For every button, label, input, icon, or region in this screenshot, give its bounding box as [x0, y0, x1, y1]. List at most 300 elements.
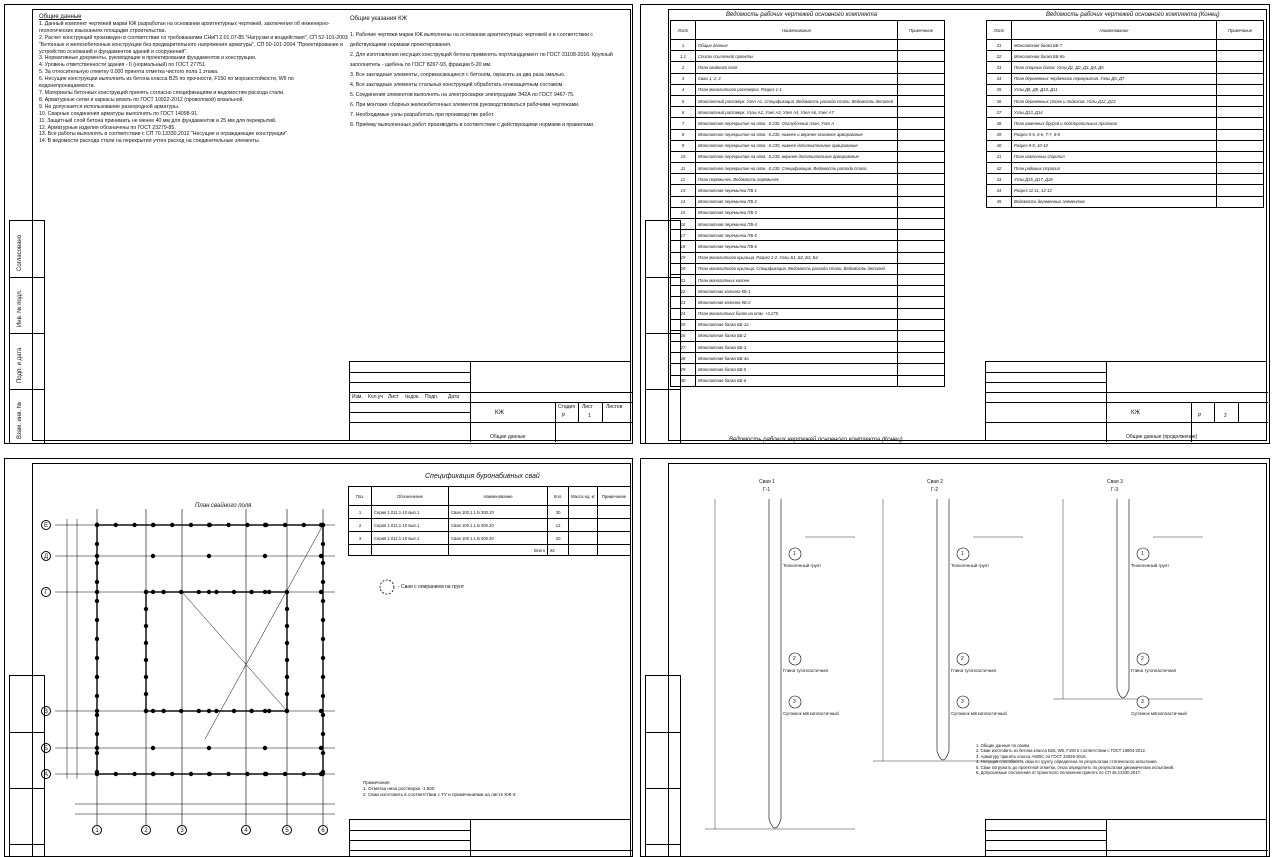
notes-title: Примечания: [363, 780, 390, 785]
register-row: [671, 129, 945, 140]
sheet-number: 1: [671, 40, 696, 51]
sheet-number: 39: [987, 129, 1012, 140]
sheet-name: План монолитных балок на отм. +3.275: [696, 308, 898, 319]
tb-stage: Р: [1198, 413, 1202, 419]
register-row: [671, 230, 945, 241]
sheet-name: Монолитная перемычка ПБ-4: [696, 219, 898, 230]
legend-text: - Свая с опиранием на грунт: [398, 584, 465, 590]
sheet-note: [898, 73, 945, 84]
sheet-number: 14: [671, 196, 696, 207]
sheet-note: [898, 375, 945, 386]
tb-col: Листов: [606, 404, 623, 410]
col-header: Примечание: [898, 21, 945, 40]
register-table: [670, 20, 945, 387]
tb-code: КЖ: [1131, 410, 1141, 416]
spec-cell: Свая 100.1.1 Б 300.20: [449, 506, 548, 519]
layer-number: 1: [961, 551, 964, 557]
sheet-number: 17: [671, 230, 696, 241]
axis-row-label: А: [41, 769, 51, 779]
register-row: [671, 40, 945, 51]
soil-layer-label: Техногенный грунт: [783, 563, 822, 568]
strip-label: Взам. инв. №: [17, 401, 23, 439]
sheet-note: [898, 140, 945, 151]
layer-number: 1: [1141, 551, 1144, 557]
sheet-name: План каменных брусей и подстропильных прогонов: [1012, 118, 1217, 129]
note-paragraph: 14. В ведомости расхода стали на перекрытия учтен расход на соединительные элементы.: [39, 138, 261, 145]
sheet-name: Монолитная перемычка ПБ-6: [696, 241, 898, 252]
spec-cell: [598, 506, 631, 519]
sheet-note: [898, 319, 945, 330]
sheet-number: 13: [671, 185, 696, 196]
sheet-name: Монолитная перемычка ПБ-5: [696, 230, 898, 241]
col-header: Наименование: [696, 21, 898, 40]
sheet-name: Список ссылочной проекты: [696, 51, 898, 62]
note-paragraph: 5. За относительную отметку 0.000 принята отметка чистого пола 1 этажа.: [39, 69, 219, 76]
tb-col: Дата: [448, 394, 460, 400]
layer-number: 3: [961, 699, 964, 705]
tb-code: КЖ: [495, 410, 505, 416]
sheet-note: [898, 219, 945, 230]
spec-body: [349, 506, 631, 545]
tb-stage: Р: [562, 413, 566, 419]
register-row: [671, 252, 945, 263]
register-row: [671, 219, 945, 230]
sheet-number: 16: [671, 219, 696, 230]
sheet-number: 44: [987, 185, 1012, 196]
note-line: 5. Сваи погружать до проектной отметки, отказ определить по результатам динамических испытаний.: [976, 764, 1175, 770]
sheet-name: Монолитная перемычка ПБ-1: [696, 185, 898, 196]
sheet-note: [1217, 196, 1264, 207]
spec-cell: Серия 1.011.1-10 вып.1: [372, 532, 449, 545]
sheet-note: [898, 364, 945, 375]
sheet-name: Монолитная перемычка ПБ-3: [696, 207, 898, 218]
col-header: Наименование: [1012, 21, 1217, 40]
sheet-name: Монолитная балка ББ-4а: [696, 353, 898, 364]
col-header: Примечание: [598, 487, 631, 506]
register-row: [671, 84, 945, 95]
register-title: Ведомость рабочих чертежей основного комплекта: [726, 12, 878, 18]
sheet-name: Монолитная балка ББ-8а: [1012, 51, 1217, 62]
note-paragraph: 5. Соединения элементов выполнять на электросварке электродами Э42А по ГОСТ 9467-75.: [350, 92, 575, 98]
sheet-number: 33: [987, 62, 1012, 73]
register-row: [987, 84, 1264, 95]
pile-sections-drawing: [641, 459, 1270, 857]
register-row: [671, 353, 945, 364]
tb-col: №док.: [405, 394, 420, 400]
tb-name: Общие данные (продолжение): [1126, 434, 1198, 440]
general-notes-col2: [350, 14, 620, 130]
sheet-name: План деревянных чердачного перекрытия. Узлы Д6, Д7: [1012, 73, 1217, 84]
sheet-number: 5: [671, 95, 696, 106]
title-block: [349, 361, 631, 441]
sheet-name: План монолитного ростверка. Разрез 1-1: [696, 84, 898, 95]
register-row: [671, 196, 945, 207]
approval-strip: [645, 220, 681, 444]
spec-cell: 3: [349, 532, 372, 545]
pile-notes: [976, 743, 1246, 775]
sheet-note: [898, 297, 945, 308]
sheet-note: [898, 84, 945, 95]
approval-strip: [9, 220, 45, 444]
sheet-name: Монолитная балка ББ-2: [696, 330, 898, 341]
sheet-number: 10: [671, 151, 696, 162]
sheet-name: Разрез 11-11, 12-12: [1012, 185, 1217, 196]
register-row: [671, 73, 945, 84]
pile-plan-drawing: [5, 459, 345, 857]
sheet-note: [898, 230, 945, 241]
sheet-note: [898, 353, 945, 364]
sheet-note: [1217, 40, 1264, 51]
col-header: Примечание: [1217, 21, 1264, 40]
sheet-note: [898, 151, 945, 162]
sheet-note: [1217, 118, 1264, 129]
register-row: [987, 151, 1264, 162]
tb-col: Стадия: [558, 404, 576, 410]
tb-col: Лист: [582, 404, 593, 410]
sheet-number: 15: [671, 207, 696, 218]
sheet-name: Узлы Д13, Д14: [1012, 107, 1217, 118]
register-row: [671, 342, 945, 353]
spec-row: [349, 532, 631, 545]
col-header: Обозначение: [372, 487, 449, 506]
sheet-name: План монолитного крыльца. Спецификация, Ведомость расхода стали, Ведомость деталей: [696, 263, 898, 274]
note-paragraph: 3. Нормативные документы, руководящие в проектировании фундаментов и конструкции.: [39, 55, 257, 62]
notes-col2-heading: Общие указания КЖ: [350, 16, 408, 22]
strip-label: Согласовано: [17, 234, 23, 271]
tb-sheet-no: 2: [1224, 413, 1227, 419]
register-row: [987, 140, 1264, 151]
sheet-name: Монолитная балка ББ-7: [1012, 40, 1217, 51]
sheet-number: 2: [671, 62, 696, 73]
strip-label: Инв. № подл.: [17, 289, 23, 327]
axis-row-label: В: [41, 706, 51, 716]
sheet-name: Монолитная балка ББ-1а: [696, 319, 898, 330]
sheet-number: 6: [671, 107, 696, 118]
title-block: [985, 819, 1267, 857]
sheet-name: План деревянных стоек и подкосов. Узлы Д12, Д13: [1012, 95, 1217, 106]
title-block: [985, 361, 1267, 441]
tb-col: Изм.: [352, 394, 363, 400]
sheet-note: [898, 118, 945, 129]
register-row: [987, 107, 1264, 118]
soil-layer-label: Суглинок мягкопластичный: [783, 711, 839, 716]
spec-row: [349, 519, 631, 532]
note-paragraph: 4. Уровень ответственности здания - II (нормальный) по ГОСТ 27751.: [39, 62, 207, 69]
sheet-note: [898, 163, 945, 174]
sheet-note: [1217, 107, 1264, 118]
soil-layer-label: Суглинок мягкопластичный: [1131, 711, 1187, 716]
sheet-name: Монолитное перекрытие на отм. -0.230, нижнее и верхнее основное армирование: [696, 129, 898, 140]
spec-cell: [569, 519, 598, 532]
sheet-name: План монолитных колонн: [696, 274, 898, 285]
sheet-note: [898, 241, 945, 252]
sheet-note: [898, 274, 945, 285]
sheet-note: [898, 95, 945, 106]
sheet-note: [898, 342, 945, 353]
sheet-note: [1217, 73, 1264, 84]
spec-cell: [598, 532, 631, 545]
note-paragraph: 3. Все закладные элементы, соприкасающиеся с бетоном, окрасить за два раза эмалью.: [350, 72, 566, 78]
spec-row: [349, 506, 631, 519]
note-paragraph: 1. Данный комплект чертежей марки КЖ разработан на основании архитектурных чертежей, заключения об инженерно-геологических изысканиях площадки строительства.: [39, 20, 330, 34]
sheet-name: Монолитное перекрытие на отм. -0.230. Опалубочный план, Узел А: [696, 118, 898, 129]
register-caption: Ведомость рабочих чертежей основного комплекта (Конец): [729, 437, 903, 443]
sheet-note: [898, 174, 945, 185]
sheet-note: [898, 263, 945, 274]
axis-col-label: 4: [241, 825, 251, 835]
sheet-number: 32: [987, 51, 1012, 62]
sheet-name: Монолитная балка ББ-3: [696, 342, 898, 353]
sheet-number: 26: [671, 330, 696, 341]
tb-name: Общие данные: [490, 434, 526, 440]
note-paragraph: 8. Арматурные сетки и каркасы вязать по ГОСТ 10922-2012 (проволокой) вязальной.: [39, 96, 244, 103]
strip-label: Подп. и дата: [17, 347, 23, 383]
sheet-note: [898, 40, 945, 51]
sheet-note: [1217, 185, 1264, 196]
sheet-number: 9: [671, 140, 696, 151]
sheet-number: 42: [987, 163, 1012, 174]
col-header: Лист: [987, 21, 1012, 40]
axis-col-label: 5: [282, 825, 292, 835]
register-row: [671, 163, 945, 174]
sheet-name: План свайного поля: [696, 62, 898, 73]
register-row: [671, 118, 945, 129]
register-row: [987, 62, 1264, 73]
notes-heading: Общие данные: [39, 14, 82, 20]
sheet-number: 4: [671, 84, 696, 95]
title-block: [349, 819, 631, 857]
note-line: 2. Сваи изготовить из бетона класса В25, W6, F150 в соответствии с ГОСТ 19804-2012.: [976, 748, 1147, 754]
register-row: [987, 196, 1264, 207]
note-paragraph: 8. Приёмку выполненных работ производить в соответствии с действующими нормами и правилами.: [350, 122, 595, 128]
spec-table: [348, 486, 631, 556]
sheet-number: 36: [987, 95, 1012, 106]
sheet-number: 41: [987, 151, 1012, 162]
spec-total-row: [349, 545, 631, 556]
sheet-number: 34: [987, 73, 1012, 84]
sheet-pile-sections: [640, 458, 1270, 857]
register-row: [671, 151, 945, 162]
sheet-number: 45: [987, 196, 1012, 207]
note-paragraph: 13. Все работы выполнять в соответствии с СП 70.13330.2012 "Несущие и ограждающие конструкции".: [39, 131, 289, 138]
col-header: Наименование: [449, 487, 548, 506]
sheet-number: 11: [671, 163, 696, 174]
col-header: Кол.: [548, 487, 569, 506]
sheet-note: [1217, 140, 1264, 151]
sheet-number: 35: [987, 84, 1012, 95]
layer-number: 2: [793, 656, 796, 662]
sheet-note: [898, 51, 945, 62]
sheet-number: 30: [671, 375, 696, 386]
register-row: [671, 207, 945, 218]
sheet-number: 37: [987, 107, 1012, 118]
axis-col-label: 2: [141, 825, 151, 835]
register-row: [671, 51, 945, 62]
note-line: 6. Допускаемые отклонения от проектного положения принять по СП 45.13330.2017.: [976, 770, 1142, 776]
sheet-name: План наклонных стропил: [1012, 151, 1217, 162]
sheet-name: Монолитный ростверк. Узлы А2, Узел А3, Узел А4, Узел А6, Узел А7: [696, 107, 898, 118]
sheet-note: [1217, 174, 1264, 185]
notes-title: 1. Общие данные по сваям.: [976, 743, 1031, 748]
approval-strip: [9, 675, 45, 857]
tb-col: Подп.: [425, 394, 439, 400]
sheet-note: [898, 308, 945, 319]
register-row: [671, 241, 945, 252]
axis-row-label: Е: [41, 520, 51, 530]
plan-notes: [363, 780, 543, 798]
approval-strip: [645, 675, 681, 857]
note-paragraph: 10. Сварные соединения арматуры выполнять по ГОСТ 14098-91.: [39, 110, 199, 117]
register-row: [671, 319, 945, 330]
register-row: [987, 95, 1264, 106]
sheet-number: 8: [671, 129, 696, 140]
sheet-name: Узлы Д15, Д17, Д18: [1012, 174, 1217, 185]
register-row: [987, 129, 1264, 140]
plan-title: План свайного поля: [195, 503, 252, 509]
register-end-title: Ведомость рабочих чертежей основного комплекта (Конец): [1046, 12, 1220, 18]
sheet-note: [1217, 62, 1264, 73]
note-paragraph: 4. Все закладные элементы стальных конструкций обработать огнезащитным составом.: [350, 82, 564, 88]
sheet-number: 7: [671, 118, 696, 129]
sheet-name: Разрез 9-9, 10-10: [1012, 140, 1217, 151]
sheet-number: 43: [987, 174, 1012, 185]
register-row: [671, 174, 945, 185]
sheet-number: 20: [671, 263, 696, 274]
sheet-name: Монолитный ростверк. Узел А1. Спецификация. Ведомость расхода стали. Ведомость деталей: [696, 95, 898, 106]
col-header: Поз.: [349, 487, 372, 506]
spec-cell: 1: [349, 506, 372, 519]
sheet-name: План рядовых стропил: [1012, 163, 1217, 174]
sheet-note: [898, 330, 945, 341]
note-paragraph: 2. Для изготовления несущих конструкций бетона применять портландцемент по ГОСТ 31108-2016. Крупный заполнитель - щебень по ГОСТ 8267-93, фракции 5-20 мм.: [350, 52, 613, 68]
spec-cell: 12: [548, 519, 569, 532]
sheet-note: [1217, 163, 1264, 174]
pile-mark: Г-1: [763, 487, 771, 493]
spec-cell: [569, 506, 598, 519]
sheet-name: Монолитная балка ББ-5: [696, 364, 898, 375]
sheet-number: 23: [671, 297, 696, 308]
register-end-body: [987, 40, 1264, 208]
register-row: [987, 51, 1264, 62]
sheet-note: [898, 185, 945, 196]
register-row: [671, 286, 945, 297]
sheet-note: [1217, 151, 1264, 162]
spec-cell: Серия 1.011.1-10 вып.1: [372, 519, 449, 532]
sheet-number: 24: [671, 308, 696, 319]
soil-layer-label: Техногенный грунт: [951, 563, 990, 568]
register-row: [671, 62, 945, 73]
sheet-number: 18: [671, 241, 696, 252]
sheet-number: 22: [671, 286, 696, 297]
layer-number: 2: [961, 656, 964, 662]
note-paragraph: 9. Не допускается использование разнородной арматуры.: [39, 103, 180, 110]
sheet-name: План перемычек. Ведомость перемычек: [696, 174, 898, 185]
sheet-name: Ведомость деревянных элементов: [1012, 196, 1217, 207]
sheet-number: 29: [671, 364, 696, 375]
spec-cell: Свая 100.1.1 Б 300.20: [449, 532, 548, 545]
spec-cell: [569, 532, 598, 545]
pile-title: Свая 1: [759, 479, 775, 485]
spec-total: 62: [548, 545, 569, 556]
pile-mark: Г-2: [931, 487, 939, 493]
register-row: [671, 308, 945, 319]
sheet-number: 3: [671, 73, 696, 84]
sheet-name: План монолитного крыльца. Разрез 2-2. Узлы Б1, Б2, Б3, Б4: [696, 252, 898, 263]
sheet-drawing-register: [640, 4, 1270, 444]
spec-title: Спецификация буронабивных свай: [425, 473, 540, 480]
tb-col: Лист: [388, 394, 399, 400]
layer-number: 3: [1141, 699, 1144, 705]
sheet-pile-plan: [4, 458, 633, 857]
soil-layer-label: Техногенный грунт: [1131, 563, 1170, 568]
register-row: [671, 95, 945, 106]
sheet-name: Монолитная балка ББ-6: [696, 375, 898, 386]
register-row: [987, 118, 1264, 129]
col-header: Масса ед. кг: [569, 487, 598, 506]
pile-title: Свая 3: [1107, 479, 1123, 485]
register-row: [987, 174, 1264, 185]
sheet-note: [898, 129, 945, 140]
axis-row-label: Б: [41, 743, 51, 753]
pile-mark: Г-3: [1111, 487, 1119, 493]
sheet-number: 1.1: [671, 51, 696, 62]
spec-total-label: Всего: [449, 545, 548, 556]
sheet-number: 28: [671, 353, 696, 364]
sheet-number: 25: [671, 319, 696, 330]
axis-col-label: 6: [318, 825, 328, 835]
note-line: 1. Отметка низа ростверка -1.500: [363, 786, 435, 791]
sheet-number: 21: [671, 274, 696, 285]
spec-cell: Свая 100.1.1 Б 300.20: [449, 519, 548, 532]
col-header: Лист: [671, 21, 696, 40]
note-line: 3. Арматуру принять класса А500С по ГОСТ 34028-2016.: [976, 753, 1087, 759]
spec-cell: Серия 1.011.1-10 вып.1: [372, 506, 449, 519]
note-paragraph: 12. Арматурные изделия обозначены по ГОСТ 23279-85.: [39, 124, 176, 131]
sheet-note: [1217, 51, 1264, 62]
sheet-name: Монолитная перемычка ПБ-2: [696, 196, 898, 207]
register-row: [671, 140, 945, 151]
register-row: [987, 40, 1264, 51]
register-row: [987, 185, 1264, 196]
sheet-number: 12: [671, 174, 696, 185]
spec-cell: 30: [548, 506, 569, 519]
note-line: 4. Несущая способность сваи по грунту определена по результатам статического испытания.: [976, 759, 1158, 765]
register-row: [671, 375, 945, 386]
layer-number: 2: [1141, 656, 1144, 662]
axis-row-label: Д: [41, 551, 51, 561]
sheet-name: Монолитное перекрытие на отм. -0.230, верхнее дополнительное армирование: [696, 151, 898, 162]
layer-number: 1: [793, 551, 796, 557]
soil-layer-label: Глина тугопластичная: [783, 668, 829, 673]
soil-layer-label: Суглинок мягкопластичный: [951, 711, 1007, 716]
sheet-name: Монолитное перекрытие на отм. -0.230. Спецификация, Ведомость расхода стали: [696, 163, 898, 174]
sheet-name: Узлы Д8, Д9, Д10, Д11: [1012, 84, 1217, 95]
soil-layer-label: Глина тугопластичная: [951, 668, 997, 673]
axis-col-label: 3: [177, 825, 187, 835]
register-row: [671, 185, 945, 196]
spec-cell: 2: [349, 519, 372, 532]
sheet-name: Монолитная колонна КБ-1: [696, 286, 898, 297]
register-row: [987, 163, 1264, 174]
sheet-number: 31: [987, 40, 1012, 51]
spec-cell: [598, 519, 631, 532]
note-paragraph: 2. Расчет конструкций произведен в соответствии со требованиями СНиП 2.01.07-85 "Нагрузки и воздействия", СП 52-101-2003 "Бетонные и железобетонные конструкции без предварительного напряжения арматуры", СП 50-101-2004 "Проектирование и устройство оснований и фундаментов зданий и сооружений".: [39, 34, 348, 55]
register-row: [671, 364, 945, 375]
register-end-table: [986, 20, 1264, 208]
note-line: 2. Сваи изготовить в соответствии с ТУ и примечаниями на листе КЖ-3: [363, 792, 516, 797]
sheet-note: [1217, 84, 1264, 95]
sheet-note: [898, 252, 945, 263]
